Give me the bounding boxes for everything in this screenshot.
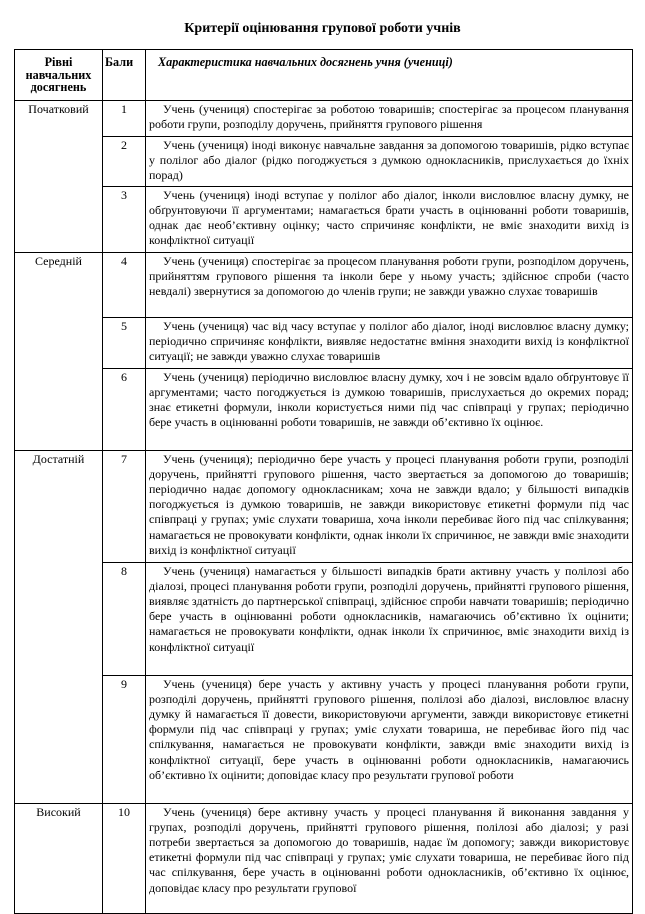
description-text: Учень (учениця) іноді вступає у полілог або діалог, інколи висловлює власну думку, не обґрунтовуючи її аргументами; намагається брати участь в оцінюванні роботи товаришів, однак дає необ’єктивну оцінку; часто спричиняє конфлікти, не вміє знаходити вихід із конфліктної ситуації xyxy=(149,187,629,248)
points-cell: 1 xyxy=(103,101,146,137)
table-row xyxy=(15,562,633,675)
description-text: Учень (учениця) бере активну участь у процесі планування й виконання завдання у групах, розподілі доручень, прийнятті групового рішення, полілозі або діалозі; у разі потреби звертається за допомогою до товаришів, надає їм допомогу; завжди використовує етикетні формули під час співпраці у групах; уміє слухати товариша, не перебиває його під час спілкування, бере участь в оцінюванні роботи однокласників, об’єктивно їх оцінює, доповідає класу про результати групової xyxy=(149,804,629,895)
description-text: Учень (учениця) спостерігає за процесом планування роботи групи, розподілом доручень, прийняттям групового рішення та інколи бере у ньому участь; здійснює спроби (часто невдалі) звернутися за допомогою до членів групи; не завжди уважно слухає товаришів xyxy=(149,253,629,299)
table-row xyxy=(15,101,633,137)
level-cell: Високий xyxy=(15,803,103,913)
header-level: Рівні навчальних досягнень xyxy=(15,50,103,101)
points-cell: 9 xyxy=(103,675,146,803)
description-cell xyxy=(146,675,633,803)
description-text: Учень (учениця) час від часу вступає у полілог або діалог, іноді висловлює власну думку; періодично спричиняє конфлікти, виявляє недостатнє вміння знаходити вихід із конфліктної ситуації; не завжди уважно слухає товаришів xyxy=(149,318,629,364)
table-row xyxy=(15,368,633,450)
table-row xyxy=(15,803,633,913)
description-cell xyxy=(146,450,633,562)
table-row xyxy=(15,317,633,368)
description-text: Учень (учениця) іноді виконує навчальне завдання за допомогою товаришів, рідко вступає у полілог або діалог (рідко погоджується з думкою однокласників, прислухається до їхніх порад) xyxy=(149,138,629,183)
table-row xyxy=(15,186,633,252)
points-cell: 5 xyxy=(103,317,146,368)
level-cell: Середній xyxy=(15,252,103,450)
points-cell: 6 xyxy=(103,368,146,450)
description-text: Учень (учениця) намагається у більшості випадків брати активну участь у полілозі або діалозі, процесі планування роботи групи, розподілі доручень, прийнятті групового рішення, виявляє здатність до партнерської співпраці, здійснює спроби навчати товаришів; періодично бере участь в оцінюванні роботи однокласників, намагаючись об’єктивно їх оцінити; намагається не провокувати конфлікти, однак інколи їх спричинює, вміє знаходити вихід із конфліктної ситуації xyxy=(149,563,629,654)
points-cell: 7 xyxy=(103,450,146,562)
points-cell: 2 xyxy=(103,137,146,187)
description-cell xyxy=(146,317,633,368)
header-description: Характеристика навчальних досягнень учня (учениці) xyxy=(146,50,633,101)
description-text: Учень (учениця) періодично висловлює власну думку, хоч і не зовсім вдало обґрунтовує її аргументами; часто погоджується із думкою товаришів, прислухається до окремих порад; знає етикетні формули, інколи користується ними під час співпраці у групах; періодично бере участь в оцінюванні роботи товаришів, не завжди об’єктивно їх оцінює. xyxy=(149,369,629,430)
table-row xyxy=(15,675,633,803)
criteria-table xyxy=(14,49,633,914)
points-cell: 3 xyxy=(103,186,146,252)
level-cell: Початковий xyxy=(15,101,103,253)
description-cell xyxy=(146,137,633,187)
description-cell xyxy=(146,252,633,317)
description-text: Учень (учениця) спостерігає за роботою товаришів; спостерігає за процесом планування роботи групи, розподілу доручень, прийняття групового рішення xyxy=(149,102,629,132)
description-cell xyxy=(146,368,633,450)
description-text: Учень (учениця); періодично бере участь у процесі планування роботи групи, розподілі доручень, прийнятті групового рішення, часто звертається за допомогою до товаришів; періодично надає допомогу однокласникам; хоча не завжди вдало; у більшості випадків погоджується із думкою товаришів, не завжди використовує етикетні формули під час співпраці у групах; уміє слухати товариша, хоча інколи перебиває його під час спілкування; намагається не провокувати конфлікти, однак інколи їх спричинює, не завжди вміє знаходити вихід із конфліктної ситуації xyxy=(149,451,629,557)
points-cell: 4 xyxy=(103,252,146,317)
document-title: Критерії оцінювання групової роботи учнів xyxy=(184,21,461,36)
description-cell xyxy=(146,803,633,913)
header-points: Бали xyxy=(103,50,146,101)
description-cell xyxy=(146,562,633,675)
table-row xyxy=(15,252,633,317)
description-cell xyxy=(146,101,633,137)
points-cell: 10 xyxy=(103,803,146,913)
level-cell: Достатній xyxy=(15,450,103,803)
description-cell xyxy=(146,186,633,252)
points-cell: 8 xyxy=(103,562,146,675)
table-header-row xyxy=(15,50,633,101)
table-row xyxy=(15,137,633,187)
table-row xyxy=(15,450,633,562)
description-text: Учень (учениця) бере участь у активну участь у процесі планування роботи групи, розподілі доручень, прийнятті групового рішення, полілозі або діалозі, висловлює власну думку й намагається її довести, використовуючи аргументи, завжди використовує етикетні формули під час співпраці у групах; уміє слухати товариша, не перебиває його під час спілкування, намагається не провокувати конфлікти, завжди вміє знаходити вихід із конфліктної ситуації, бере участь в оцінюванні роботи однокласників, намагаючись об’єктивно їх оцінити; доповідає класу про результати групової роботи xyxy=(149,676,629,782)
